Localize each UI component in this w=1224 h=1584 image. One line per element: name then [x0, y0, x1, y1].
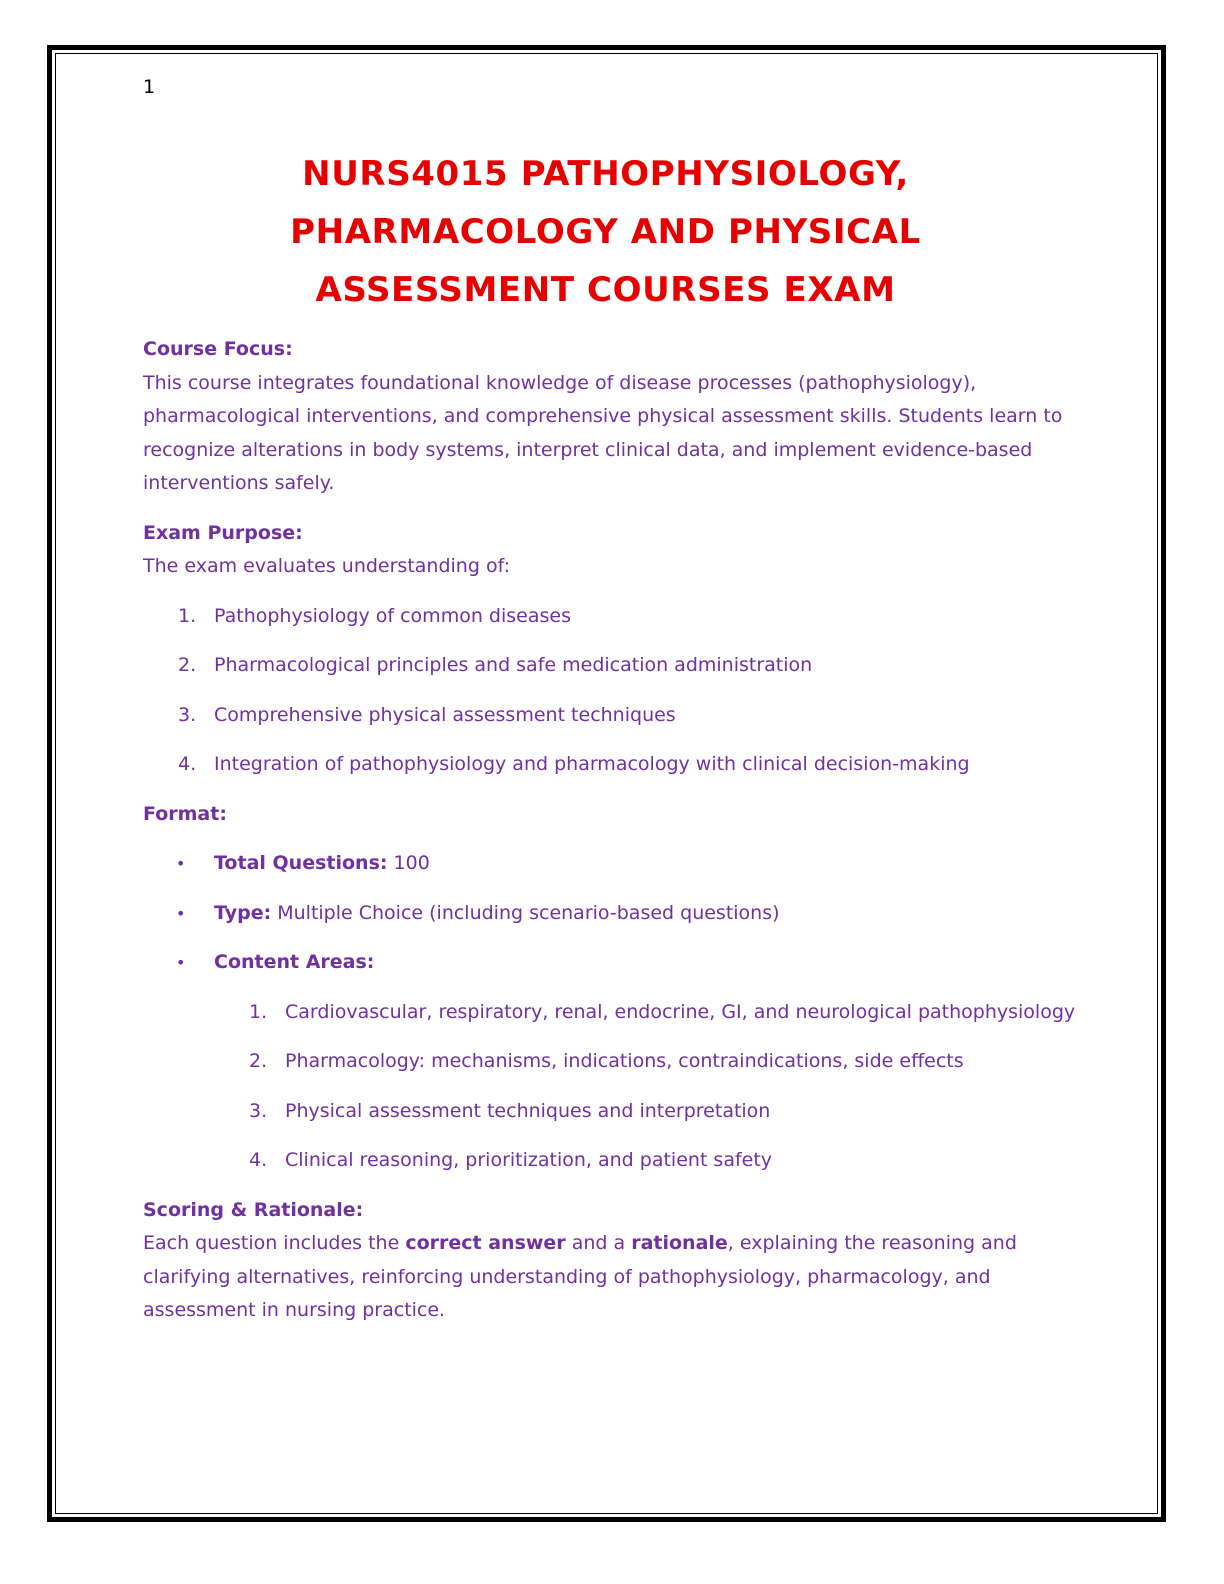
- list-item-text: Cardiovascular, respiratory, renal, endocrine, GI, and neurological pathophysiology: [285, 1000, 1076, 1023]
- course-focus-text: This course integrates foundational knowledge of disease processes (pathophysiology), pharmacological interventions, and comprehensive physical assessment skills. Students learn to recognize alterations in body systems, interpret clinical data, and implement evidence-based interventions safely.: [143, 371, 1063, 494]
- title-line-3: ASSESSMENT COURSES EXAM: [315, 270, 896, 310]
- scoring-text: [143, 1227, 1083, 1328]
- content-areas-list: [143, 996, 1083, 1178]
- list-number: 1.: [249, 1000, 268, 1023]
- document-body: [143, 333, 1083, 1328]
- scoring-text-part-2: and a: [565, 1232, 632, 1254]
- list-item-text: Physical assessment techniques and interpretation: [285, 1099, 771, 1122]
- list-item-text: Pharmacological principles and safe medication administration: [214, 654, 813, 676]
- list-number: 2.: [249, 1050, 268, 1072]
- bullet-icon: •: [176, 953, 186, 972]
- scoring-heading: Scoring & Rationale:: [143, 1198, 364, 1221]
- list-item: [143, 699, 1083, 733]
- total-questions-value: 100: [387, 852, 430, 874]
- bullet-icon: •: [176, 903, 186, 923]
- page-number: 1: [143, 76, 156, 98]
- title-line-2: PHARMACOLOGY AND PHYSICAL: [290, 212, 921, 252]
- title-line-1: NURS4015 PATHOPHYSIOLOGY,: [302, 154, 909, 194]
- course-focus-section: [143, 333, 1083, 501]
- list-item-text: Pathophysiology of common diseases: [214, 604, 571, 627]
- list-number: 2.: [178, 654, 197, 676]
- list-number: 4.: [178, 753, 197, 775]
- type-label: Type:: [214, 901, 272, 924]
- list-item: [143, 600, 1083, 634]
- list-item: [143, 748, 1083, 782]
- type-value: Multiple Choice (including scenario-based questions): [271, 901, 780, 924]
- list-item: [143, 1144, 1083, 1178]
- total-questions-label: Total Questions:: [214, 852, 388, 874]
- scoring-text-part-1: Each question includes the: [143, 1232, 406, 1254]
- format-heading: Format:: [143, 802, 227, 825]
- scoring-section: [143, 1194, 1083, 1328]
- format-list: [143, 847, 1083, 980]
- format-section: [143, 798, 1083, 1178]
- list-item: [143, 996, 1083, 1030]
- list-item: [143, 1095, 1083, 1129]
- list-item: [143, 946, 1083, 980]
- correct-answer-emphasis: correct answer: [405, 1232, 566, 1254]
- content-areas-label: Content Areas:: [214, 951, 375, 973]
- exam-purpose-section: [143, 517, 1083, 782]
- bullet-icon: •: [176, 854, 186, 873]
- scoring-text-part-3: , explaining the reasoning and clarifying alternatives, reinforcing understanding of pathophysiology, pharmacology, and assessment in nursing practice.: [143, 1232, 1017, 1321]
- document-title: [143, 145, 1068, 319]
- exam-purpose-intro: The exam evaluates understanding of:: [143, 555, 510, 577]
- rationale-emphasis: rationale: [631, 1232, 728, 1254]
- list-item-text: Pharmacology: mechanisms, indications, contraindications, side effects: [285, 1050, 964, 1072]
- exam-purpose-heading: Exam Purpose:: [143, 521, 303, 544]
- list-item: [143, 1045, 1083, 1079]
- list-number: 3.: [178, 703, 197, 726]
- list-item-text: Clinical reasoning, prioritization, and patient safety: [285, 1149, 773, 1171]
- list-item: [143, 847, 1083, 881]
- list-number: 1.: [178, 604, 197, 627]
- list-item: [143, 649, 1083, 683]
- list-item-text: Integration of pathophysiology and pharmacology with clinical decision-making: [214, 753, 970, 775]
- list-item-text: Comprehensive physical assessment techniques: [214, 703, 676, 726]
- list-number: 4.: [249, 1149, 268, 1171]
- list-item: [143, 897, 1083, 931]
- list-number: 3.: [249, 1099, 268, 1122]
- exam-purpose-list: [143, 600, 1083, 782]
- course-focus-heading: Course Focus:: [143, 338, 293, 360]
